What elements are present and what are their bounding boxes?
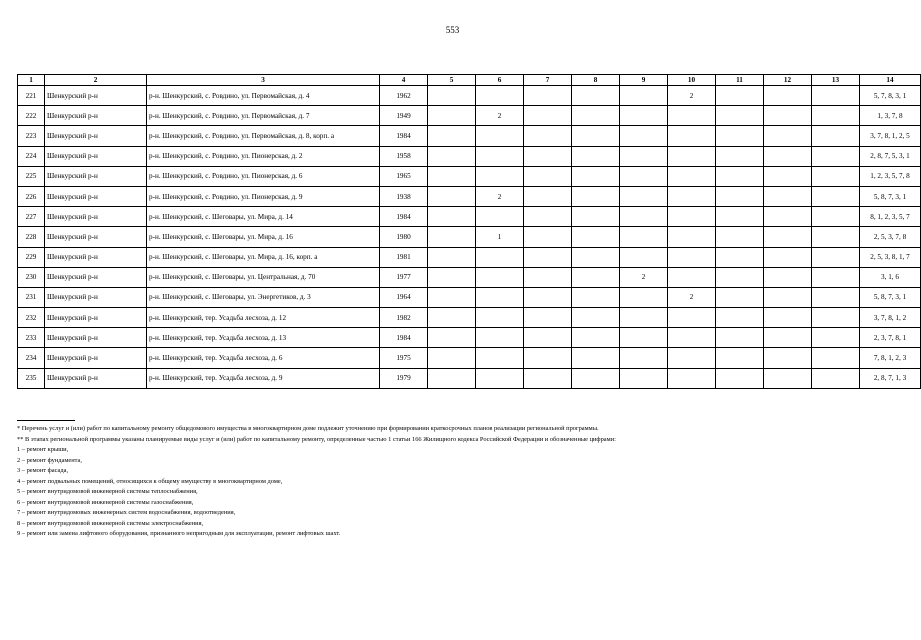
stage-cell — [668, 166, 716, 186]
stage-cell — [620, 328, 668, 348]
stage-cell — [764, 166, 812, 186]
stage-cell — [620, 287, 668, 307]
footnotes — [17, 424, 877, 540]
stage-cell — [764, 207, 812, 227]
stage-cell — [476, 146, 524, 166]
work-types-cell: 3, 7, 8, 1, 2, 5 — [860, 126, 921, 146]
footnote-divider — [17, 420, 75, 421]
district-cell: Шенкурский р-н — [45, 166, 147, 186]
year-cell: 1984 — [380, 207, 428, 227]
footnote-line: 6 – ремонт внутридомовой инженерной системы газоснабжения, — [17, 498, 194, 506]
stage-cell — [812, 308, 860, 328]
stage-cell — [668, 348, 716, 368]
work-types-cell: 2, 5, 3, 7, 8 — [860, 227, 921, 247]
stage-cell — [524, 348, 572, 368]
stage-cell — [620, 86, 668, 106]
stage-cell — [572, 146, 620, 166]
stage-cell — [428, 207, 476, 227]
footnote-line: ** В этапах региональной программы указаны планируемые виды услуг и (или) работ по капитальному ремонту, определенные частью 1 статьи 166 Жилищного кодекса Российской Федерации и обозначенные цифрами: — [17, 435, 616, 443]
work-types-cell: 1, 3, 7, 8 — [860, 106, 921, 126]
stage-cell — [764, 186, 812, 206]
stage-cell — [668, 106, 716, 126]
table-row — [18, 166, 921, 186]
district-cell: Шенкурский р-н — [45, 368, 147, 388]
column-header: 11 — [716, 75, 764, 86]
stage-cell — [668, 146, 716, 166]
address-cell: р-н. Шенкурский, с. Шеговары, ул. Мира, д. 16, корп. а — [147, 247, 380, 267]
row-number-cell: 230 — [18, 267, 45, 287]
stage-cell — [620, 146, 668, 166]
stage-cell — [812, 86, 860, 106]
work-types-cell: 8, 1, 2, 3, 5, 7 — [860, 207, 921, 227]
row-number-cell: 235 — [18, 368, 45, 388]
column-header: 7 — [524, 75, 572, 86]
row-number-cell: 224 — [18, 146, 45, 166]
row-number-cell: 229 — [18, 247, 45, 267]
stage-cell — [620, 227, 668, 247]
stage-cell — [476, 287, 524, 307]
address-cell: р-н. Шенкурский, с. Ровдино, ул. Пионерская, д. 2 — [147, 146, 380, 166]
stage-cell — [428, 247, 476, 267]
district-cell: Шенкурский р-н — [45, 207, 147, 227]
work-types-cell: 7, 8, 1, 2, 3 — [860, 348, 921, 368]
stage-cell — [668, 186, 716, 206]
stage-cell — [620, 308, 668, 328]
work-types-cell: 5, 8, 7, 3, 1 — [860, 287, 921, 307]
district-cell: Шенкурский р-н — [45, 348, 147, 368]
stage-cell: 2 — [476, 106, 524, 126]
stage-cell — [668, 227, 716, 247]
stage-cell — [812, 368, 860, 388]
address-cell: р-н. Шенкурский, с. Ровдино, ул. Пионерская, д. 6 — [147, 166, 380, 186]
address-cell: р-н. Шенкурский, с. Шеговары, ул. Центральная, д. 70 — [147, 267, 380, 287]
stage-cell — [428, 146, 476, 166]
stage-cell — [428, 308, 476, 328]
footnote-line: 8 – ремонт внутридомовой инженерной системы электроснабжения, — [17, 519, 204, 527]
stage-cell — [764, 227, 812, 247]
stage-cell — [572, 166, 620, 186]
stage-cell — [764, 86, 812, 106]
row-number-cell: 234 — [18, 348, 45, 368]
stage-cell — [620, 247, 668, 267]
page-number: 553 — [445, 25, 460, 35]
stage-cell — [764, 348, 812, 368]
column-header: 12 — [764, 75, 812, 86]
address-cell: р-н. Шенкурский, тер. Усадьба лесхоза, д. 13 — [147, 328, 380, 348]
stage-cell — [524, 267, 572, 287]
stage-cell — [812, 287, 860, 307]
table-row — [18, 86, 921, 106]
district-cell: Шенкурский р-н — [45, 86, 147, 106]
table-row — [18, 328, 921, 348]
stage-cell — [524, 126, 572, 146]
year-cell: 1977 — [380, 267, 428, 287]
table-row — [18, 227, 921, 247]
work-types-cell: 2, 8, 7, 1, 3 — [860, 368, 921, 388]
column-header: 4 — [380, 75, 428, 86]
stage-cell — [476, 166, 524, 186]
stage-cell — [668, 126, 716, 146]
stage-cell — [716, 126, 764, 146]
footnote-line: 4 – ремонт подвальных помещений, относящихся к общему имуществу в многоквартирном доме, — [17, 477, 283, 485]
stage-cell — [764, 368, 812, 388]
table-row — [18, 207, 921, 227]
address-cell: р-н. Шенкурский, с. Шеговары, ул. Мира, д. 14 — [147, 207, 380, 227]
table-row — [18, 247, 921, 267]
row-number-cell: 232 — [18, 308, 45, 328]
stage-cell — [524, 166, 572, 186]
stage-cell — [476, 348, 524, 368]
stage-cell — [572, 267, 620, 287]
year-cell: 1980 — [380, 227, 428, 247]
footnote-line: * Перечень услуг и (или) работ по капитальному ремонту общедомового имущества в многоквартирном доме подлежит уточнению при формировании краткосрочных планов реализации региональной программы. — [17, 425, 599, 432]
district-cell: Шенкурский р-н — [45, 287, 147, 307]
stage-cell — [668, 267, 716, 287]
stage-cell: 2 — [476, 186, 524, 206]
row-number-cell: 222 — [18, 106, 45, 126]
year-cell: 1964 — [380, 287, 428, 307]
stage-cell — [428, 106, 476, 126]
stage-cell — [716, 207, 764, 227]
stage-cell — [572, 106, 620, 126]
stage-cell — [716, 368, 764, 388]
stage-cell — [428, 328, 476, 348]
table-row — [18, 368, 921, 388]
stage-cell — [572, 186, 620, 206]
stage-cell — [524, 368, 572, 388]
work-types-cell: 2, 5, 3, 8, 1, 7 — [860, 247, 921, 267]
stage-cell — [476, 328, 524, 348]
stage-cell — [812, 146, 860, 166]
row-number-cell: 231 — [18, 287, 45, 307]
stage-cell — [476, 126, 524, 146]
stage-cell — [524, 308, 572, 328]
column-header: 8 — [572, 75, 620, 86]
address-cell: р-н. Шенкурский, тер. Усадьба лесхоза, д. 9 — [147, 368, 380, 388]
table-row — [18, 186, 921, 206]
work-types-cell: 2, 3, 7, 8, 1 — [860, 328, 921, 348]
stage-cell — [572, 207, 620, 227]
stage-cell — [812, 267, 860, 287]
district-cell: Шенкурский р-н — [45, 308, 147, 328]
stage-cell — [572, 368, 620, 388]
stage-cell — [428, 126, 476, 146]
stage-cell — [476, 368, 524, 388]
row-number-cell: 227 — [18, 207, 45, 227]
stage-cell — [812, 126, 860, 146]
column-header: 3 — [147, 75, 380, 86]
column-header: 10 — [668, 75, 716, 86]
stage-cell — [428, 166, 476, 186]
stage-cell — [572, 247, 620, 267]
stage-cell — [812, 186, 860, 206]
stage-cell — [716, 287, 764, 307]
year-cell: 1962 — [380, 86, 428, 106]
column-header: 9 — [620, 75, 668, 86]
column-header: 13 — [812, 75, 860, 86]
stage-cell — [668, 328, 716, 348]
stage-cell — [428, 86, 476, 106]
stage-cell — [524, 146, 572, 166]
table-row — [18, 308, 921, 328]
stage-cell — [572, 86, 620, 106]
stage-cell — [716, 348, 764, 368]
stage-cell — [812, 227, 860, 247]
column-header: 2 — [45, 75, 147, 86]
stage-cell — [428, 368, 476, 388]
footnote-line: 7 – ремонт внутридомовых инженерных систем водоснабжения, водоотведения, — [17, 509, 236, 516]
row-number-cell: 221 — [18, 86, 45, 106]
district-cell: Шенкурский р-н — [45, 328, 147, 348]
stage-cell — [812, 166, 860, 186]
stage-cell — [764, 247, 812, 267]
footnote-line: 2 – ремонт фундамента, — [17, 456, 82, 464]
stage-cell — [476, 247, 524, 267]
stage-cell — [428, 287, 476, 307]
year-cell: 1975 — [380, 348, 428, 368]
address-cell: р-н. Шенкурский, с. Ровдино, ул. Первомайская, д. 8, корп. а — [147, 126, 380, 146]
address-cell: р-н. Шенкурский, с. Шеговары, ул. Мира, д. 16 — [147, 227, 380, 247]
stage-cell — [620, 368, 668, 388]
table-body — [18, 86, 921, 389]
stage-cell — [428, 227, 476, 247]
stage-cell — [572, 308, 620, 328]
stage-cell — [476, 308, 524, 328]
capital-repair-table — [17, 74, 921, 389]
stage-cell — [716, 227, 764, 247]
stage-cell — [716, 247, 764, 267]
table-row — [18, 267, 921, 287]
stage-cell: 2 — [668, 86, 716, 106]
district-cell: Шенкурский р-н — [45, 227, 147, 247]
stage-cell — [716, 267, 764, 287]
row-number-cell: 226 — [18, 186, 45, 206]
year-cell: 1984 — [380, 126, 428, 146]
year-cell: 1979 — [380, 368, 428, 388]
stage-cell — [716, 146, 764, 166]
column-header: 6 — [476, 75, 524, 86]
stage-cell — [572, 126, 620, 146]
stage-cell — [668, 247, 716, 267]
address-cell: р-н. Шенкурский, с. Шеговары, ул. Энергетиков, д. 3 — [147, 287, 380, 307]
footnote-line: 5 – ремонт внутридомовой инженерной системы теплоснабжения, — [17, 488, 198, 495]
address-cell: р-н. Шенкурский, с. Ровдино, ул. Первомайская, д. 7 — [147, 106, 380, 126]
address-cell: р-н. Шенкурский, с. Ровдино, ул. Пионерская, д. 9 — [147, 186, 380, 206]
stage-cell — [716, 186, 764, 206]
year-cell: 1982 — [380, 308, 428, 328]
table-row — [18, 348, 921, 368]
stage-cell — [620, 186, 668, 206]
stage-cell — [716, 328, 764, 348]
stage-cell — [764, 126, 812, 146]
work-types-cell: 5, 7, 8, 3, 1 — [860, 86, 921, 106]
stage-cell — [716, 86, 764, 106]
stage-cell — [620, 207, 668, 227]
address-cell: р-н. Шенкурский, с. Ровдино, ул. Первомайская, д. 4 — [147, 86, 380, 106]
address-cell: р-н. Шенкурский, тер. Усадьба лесхоза, д. 12 — [147, 308, 380, 328]
stage-cell — [428, 348, 476, 368]
footnote-line: 9 – ремонт или замена лифтового оборудования, признанного непригодным для эксплуатации, ремонт лифтовых шахт. — [17, 530, 341, 537]
table-row — [18, 126, 921, 146]
stage-cell — [572, 227, 620, 247]
stage-cell — [428, 186, 476, 206]
district-cell: Шенкурский р-н — [45, 146, 147, 166]
stage-cell — [764, 267, 812, 287]
stage-cell — [620, 348, 668, 368]
row-number-cell: 223 — [18, 126, 45, 146]
district-cell: Шенкурский р-н — [45, 267, 147, 287]
table-row — [18, 146, 921, 166]
stage-cell — [620, 126, 668, 146]
footnote-line: 3 – ремонт фасада, — [17, 467, 69, 474]
stage-cell — [620, 106, 668, 126]
row-number-cell: 233 — [18, 328, 45, 348]
stage-cell — [476, 207, 524, 227]
stage-cell — [668, 308, 716, 328]
district-cell: Шенкурский р-н — [45, 106, 147, 126]
stage-cell — [812, 106, 860, 126]
stage-cell — [524, 86, 572, 106]
district-cell: Шенкурский р-н — [45, 126, 147, 146]
stage-cell — [668, 207, 716, 227]
stage-cell — [764, 287, 812, 307]
stage-cell — [764, 308, 812, 328]
stage-cell — [572, 287, 620, 307]
row-number-cell: 228 — [18, 227, 45, 247]
stage-cell — [572, 348, 620, 368]
stage-cell — [812, 348, 860, 368]
table-row — [18, 287, 921, 307]
stage-cell: 2 — [620, 267, 668, 287]
year-cell: 1984 — [380, 328, 428, 348]
work-types-cell: 2, 8, 7, 5, 3, 1 — [860, 146, 921, 166]
year-cell: 1981 — [380, 247, 428, 267]
year-cell: 1938 — [380, 186, 428, 206]
stage-cell — [476, 86, 524, 106]
work-types-cell: 3, 7, 8, 1, 2 — [860, 308, 921, 328]
stage-cell: 1 — [476, 227, 524, 247]
work-types-cell: 3, 1, 6 — [860, 267, 921, 287]
table-row — [18, 106, 921, 126]
stage-cell — [716, 308, 764, 328]
stage-cell — [428, 267, 476, 287]
district-cell: Шенкурский р-н — [45, 247, 147, 267]
stage-cell — [476, 267, 524, 287]
stage-cell — [572, 328, 620, 348]
stage-cell — [524, 207, 572, 227]
year-cell: 1958 — [380, 146, 428, 166]
year-cell: 1949 — [380, 106, 428, 126]
column-header: 14 — [860, 75, 921, 86]
year-cell: 1965 — [380, 166, 428, 186]
row-number-cell: 225 — [18, 166, 45, 186]
stage-cell — [812, 247, 860, 267]
work-types-cell: 5, 8, 7, 3, 1 — [860, 186, 921, 206]
stage-cell — [764, 328, 812, 348]
stage-cell — [812, 207, 860, 227]
address-cell: р-н. Шенкурский, тер. Усадьба лесхоза, д. 6 — [147, 348, 380, 368]
stage-cell — [524, 106, 572, 126]
stage-cell — [716, 166, 764, 186]
stage-cell — [764, 106, 812, 126]
stage-cell — [524, 287, 572, 307]
stage-cell — [524, 328, 572, 348]
stage-cell — [524, 247, 572, 267]
stage-cell — [764, 146, 812, 166]
column-header: 1 — [18, 75, 45, 86]
stage-cell — [716, 106, 764, 126]
work-types-cell: 1, 2, 3, 5, 7, 8 — [860, 166, 921, 186]
column-header: 5 — [428, 75, 476, 86]
stage-cell — [524, 227, 572, 247]
footnote-line: 1 – ремонт крыши, — [17, 446, 69, 453]
stage-cell: 2 — [668, 287, 716, 307]
stage-cell — [524, 186, 572, 206]
table-header-row — [18, 75, 921, 86]
district-cell: Шенкурский р-н — [45, 186, 147, 206]
stage-cell — [668, 368, 716, 388]
stage-cell — [620, 166, 668, 186]
stage-cell — [812, 328, 860, 348]
